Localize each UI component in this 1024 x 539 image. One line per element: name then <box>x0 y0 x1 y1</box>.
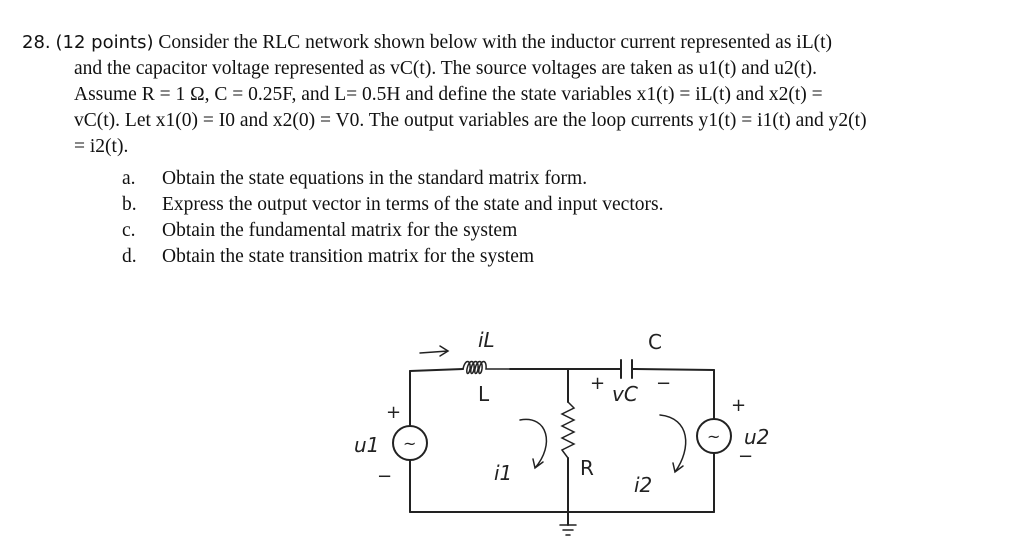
label-cap-voltage: vC <box>612 382 638 406</box>
label-loop-i2: i2 <box>634 473 653 497</box>
part-label: b. <box>122 194 137 215</box>
part-label: c. <box>122 220 136 241</box>
part-text: Obtain the fundamental matrix for the system <box>162 220 518 241</box>
label-capacitor: C <box>648 330 662 354</box>
label-cap-minus: − <box>656 373 672 394</box>
part-text: Obtain the state transition matrix for the system <box>162 246 535 267</box>
label-resistor: R <box>580 456 594 480</box>
part-label: d. <box>122 246 137 267</box>
loop-i1-arrow <box>520 419 546 468</box>
source-u2-tilde: ~ <box>707 427 721 446</box>
label-source-u2: u2 <box>744 425 770 449</box>
loop-i2-arrow <box>660 415 686 472</box>
label-u1-minus: − <box>377 466 393 487</box>
problem-line-2: and the capacitor voltage represented as vC(t). The source voltages are taken as u1(t) and u2(t). <box>74 58 818 79</box>
label-u2-minus: − <box>738 446 754 467</box>
label-source-u1: u1 <box>354 433 380 457</box>
label-inductor: L <box>478 382 490 406</box>
part-text: Express the output vector in terms of the state and input vectors. <box>162 194 664 215</box>
inductor-coil <box>463 362 510 374</box>
part-text: Obtain the state equations in the standard matrix form. <box>162 168 588 189</box>
label-inductor-current: iL <box>478 328 495 352</box>
problem-points: (12 points) <box>55 32 154 53</box>
inductor-current-arrow <box>420 346 448 356</box>
problem-text-1: Consider the RLC network shown below with the inductor current represented as iL(t) <box>158 32 833 53</box>
problem-line-5: = i2(t). <box>74 136 129 157</box>
problem-line-3: Assume R = 1 Ω, C = 0.25F, and L= 0.5H and define the state variables x1(t) = iL(t) and x2(t) = <box>74 84 823 105</box>
ground-symbol <box>560 525 576 535</box>
resistor-zigzag <box>562 402 574 458</box>
problem-line-4: vC(t). Let x1(0) = I0 and x2(0) = V0. The output variables are the loop currents y1(t) = i1(t) and y2(t) <box>74 110 867 131</box>
wire-top-left <box>410 369 463 371</box>
problem-number: 28. <box>22 32 51 53</box>
source-u1-tilde: ~ <box>403 434 417 453</box>
label-u2-plus: + <box>731 395 747 416</box>
part-label: a. <box>122 168 136 189</box>
label-loop-i1: i1 <box>494 461 513 485</box>
wire-top-right <box>633 369 714 370</box>
label-u1-plus: + <box>386 402 402 423</box>
label-cap-plus: + <box>590 373 606 394</box>
